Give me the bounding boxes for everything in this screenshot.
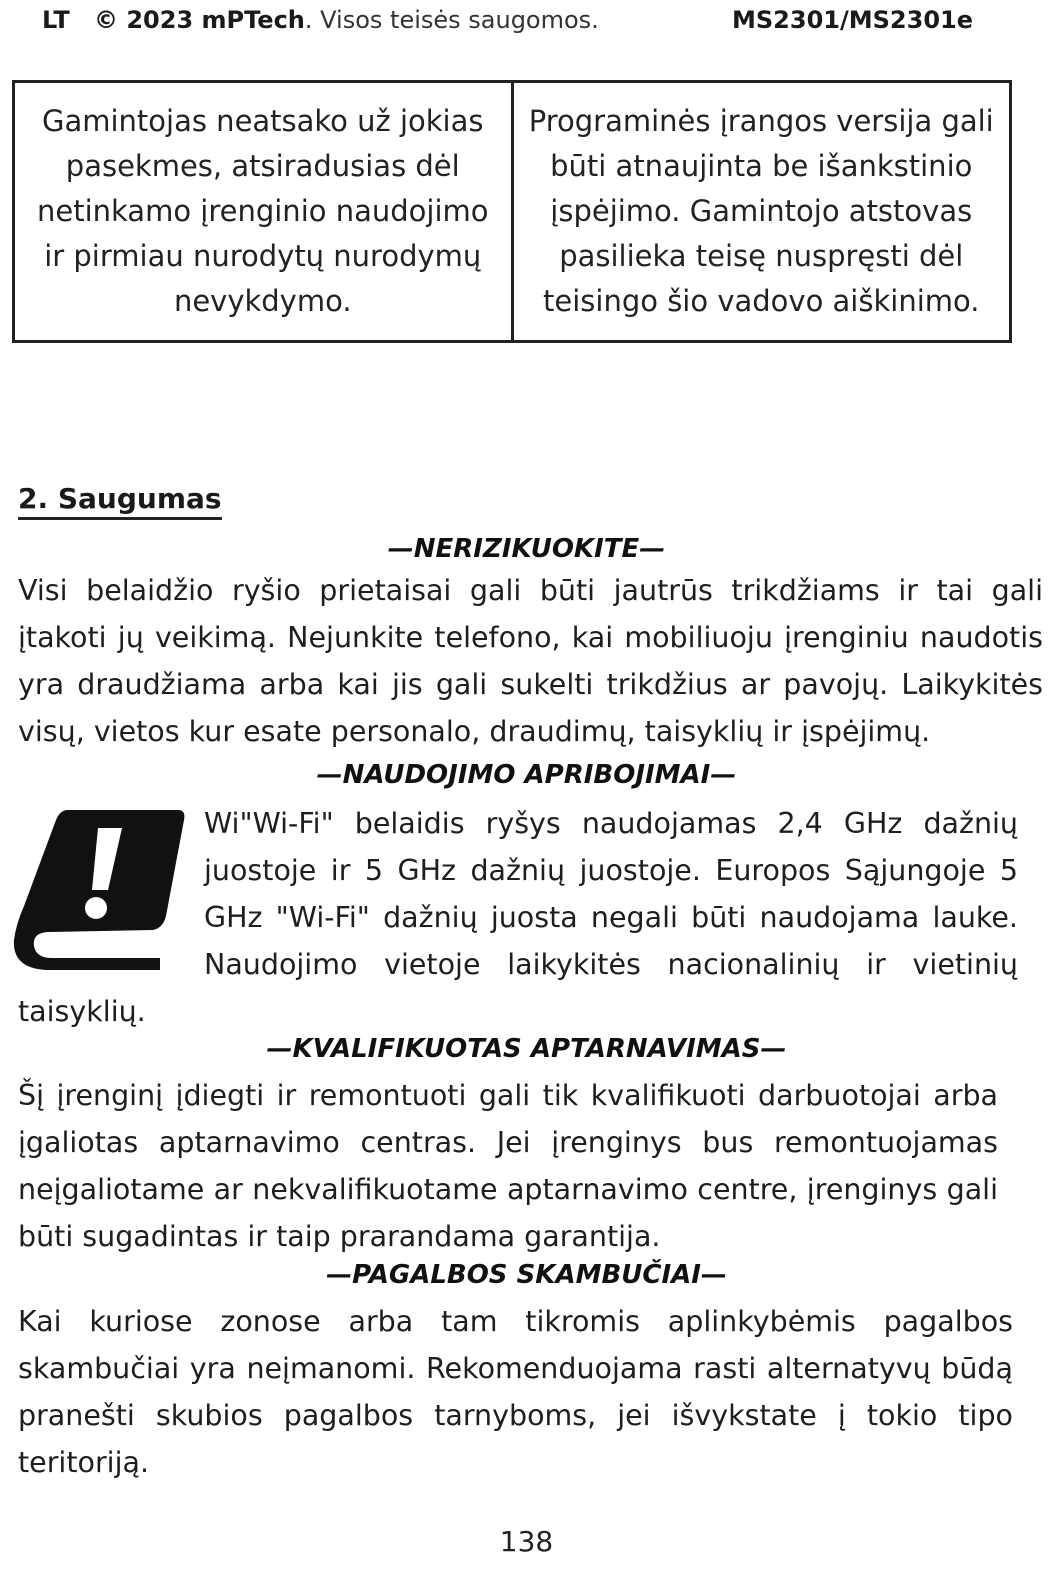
- page-header: [42, 6, 973, 38]
- copyright-line: [94, 6, 599, 34]
- disclaimer-liability: Gamintojas neatsako už jokias pasekmes, atsiradusias dėl netinkamo įrenginio naudojimo ir pirmiau nurodytų nurodymų nevykdymo.: [15, 83, 514, 340]
- service-heading: —KVALIFIKUOTAS APTARNAVIMAS—: [266, 1034, 787, 1064]
- disclaimer-software: Programinės įrangos versija gali būti atnaujinta be išankstinio įspėjimo. Gamintojo atstovas pasilieka teisę nuspręsti dėl teisingo šio vadovo aiškinimo.: [528, 104, 994, 318]
- usage-text: Wi"Wi-Fi" belaidis ryšys naudojamas 2,4 GHz dažnių juostoje ir 5 GHz dažnių juostoje. Europos Sąjungoje 5 GHz "Wi-Fi" dažnių juosta negali būti naudojama lauke. Naudojimo vietoje laikykitės nacionalinių ir vietinių taisyklių.: [18, 807, 1018, 1028]
- usage-heading: —NAUDOJIMO APRIBOJIMAI—: [316, 760, 737, 790]
- disclaimer-table: [12, 80, 1012, 343]
- copyright-notice: . Visos teisės saugomos.: [304, 6, 599, 34]
- model-number: MS2301/MS2301e: [732, 6, 973, 34]
- risk-text: Visi belaidžio ryšio prietaisai gali būti jautrūs trikdžiams ir tai gali įtakoti jų veikimą. Nejunkite telefono, kai mobiliuoju įrenginiu naudotis yra draudžiama arba kai jis gali sukelti trikdžius ar pavojų. Laikykitės visų, vietos kur esate personalo, draudimų, taisyklių ir įspėjimų.: [18, 574, 1043, 748]
- emergency-text: Kai kuriose zonose arba tam tikromis aplinkybėmis pagalbos skambučiai yra neįmanomi. Rekomenduojama rasti alternatyvų būdą pranešti skubios pagalbos tarnyboms, jei išvykstate į tokio tipo teritoriją.: [18, 1305, 1013, 1479]
- page-number: 138: [499, 1525, 554, 1558]
- emergency-heading: —PAGALBOS SKAMBUČIAI—: [326, 1260, 727, 1290]
- risk-heading: —NERIZIKUOKITE—: [387, 534, 666, 564]
- service-text: Šį įrenginį įdiegti ir remontuoti gali tik kvalifikuoti darbuotojai arba įgaliotas aptarnavimo centras. Jei įrenginys bus remontuojamas neįgaliotame ar nekvalifikuotame aptarnavimo centre, įrenginys gali būti sugadintas ir taip prarandama garantija.: [18, 1079, 998, 1253]
- copyright-owner: © 2023 mPTech: [94, 6, 305, 34]
- language-code: LT: [42, 6, 70, 34]
- section-title: 2. Saugumas: [18, 482, 222, 520]
